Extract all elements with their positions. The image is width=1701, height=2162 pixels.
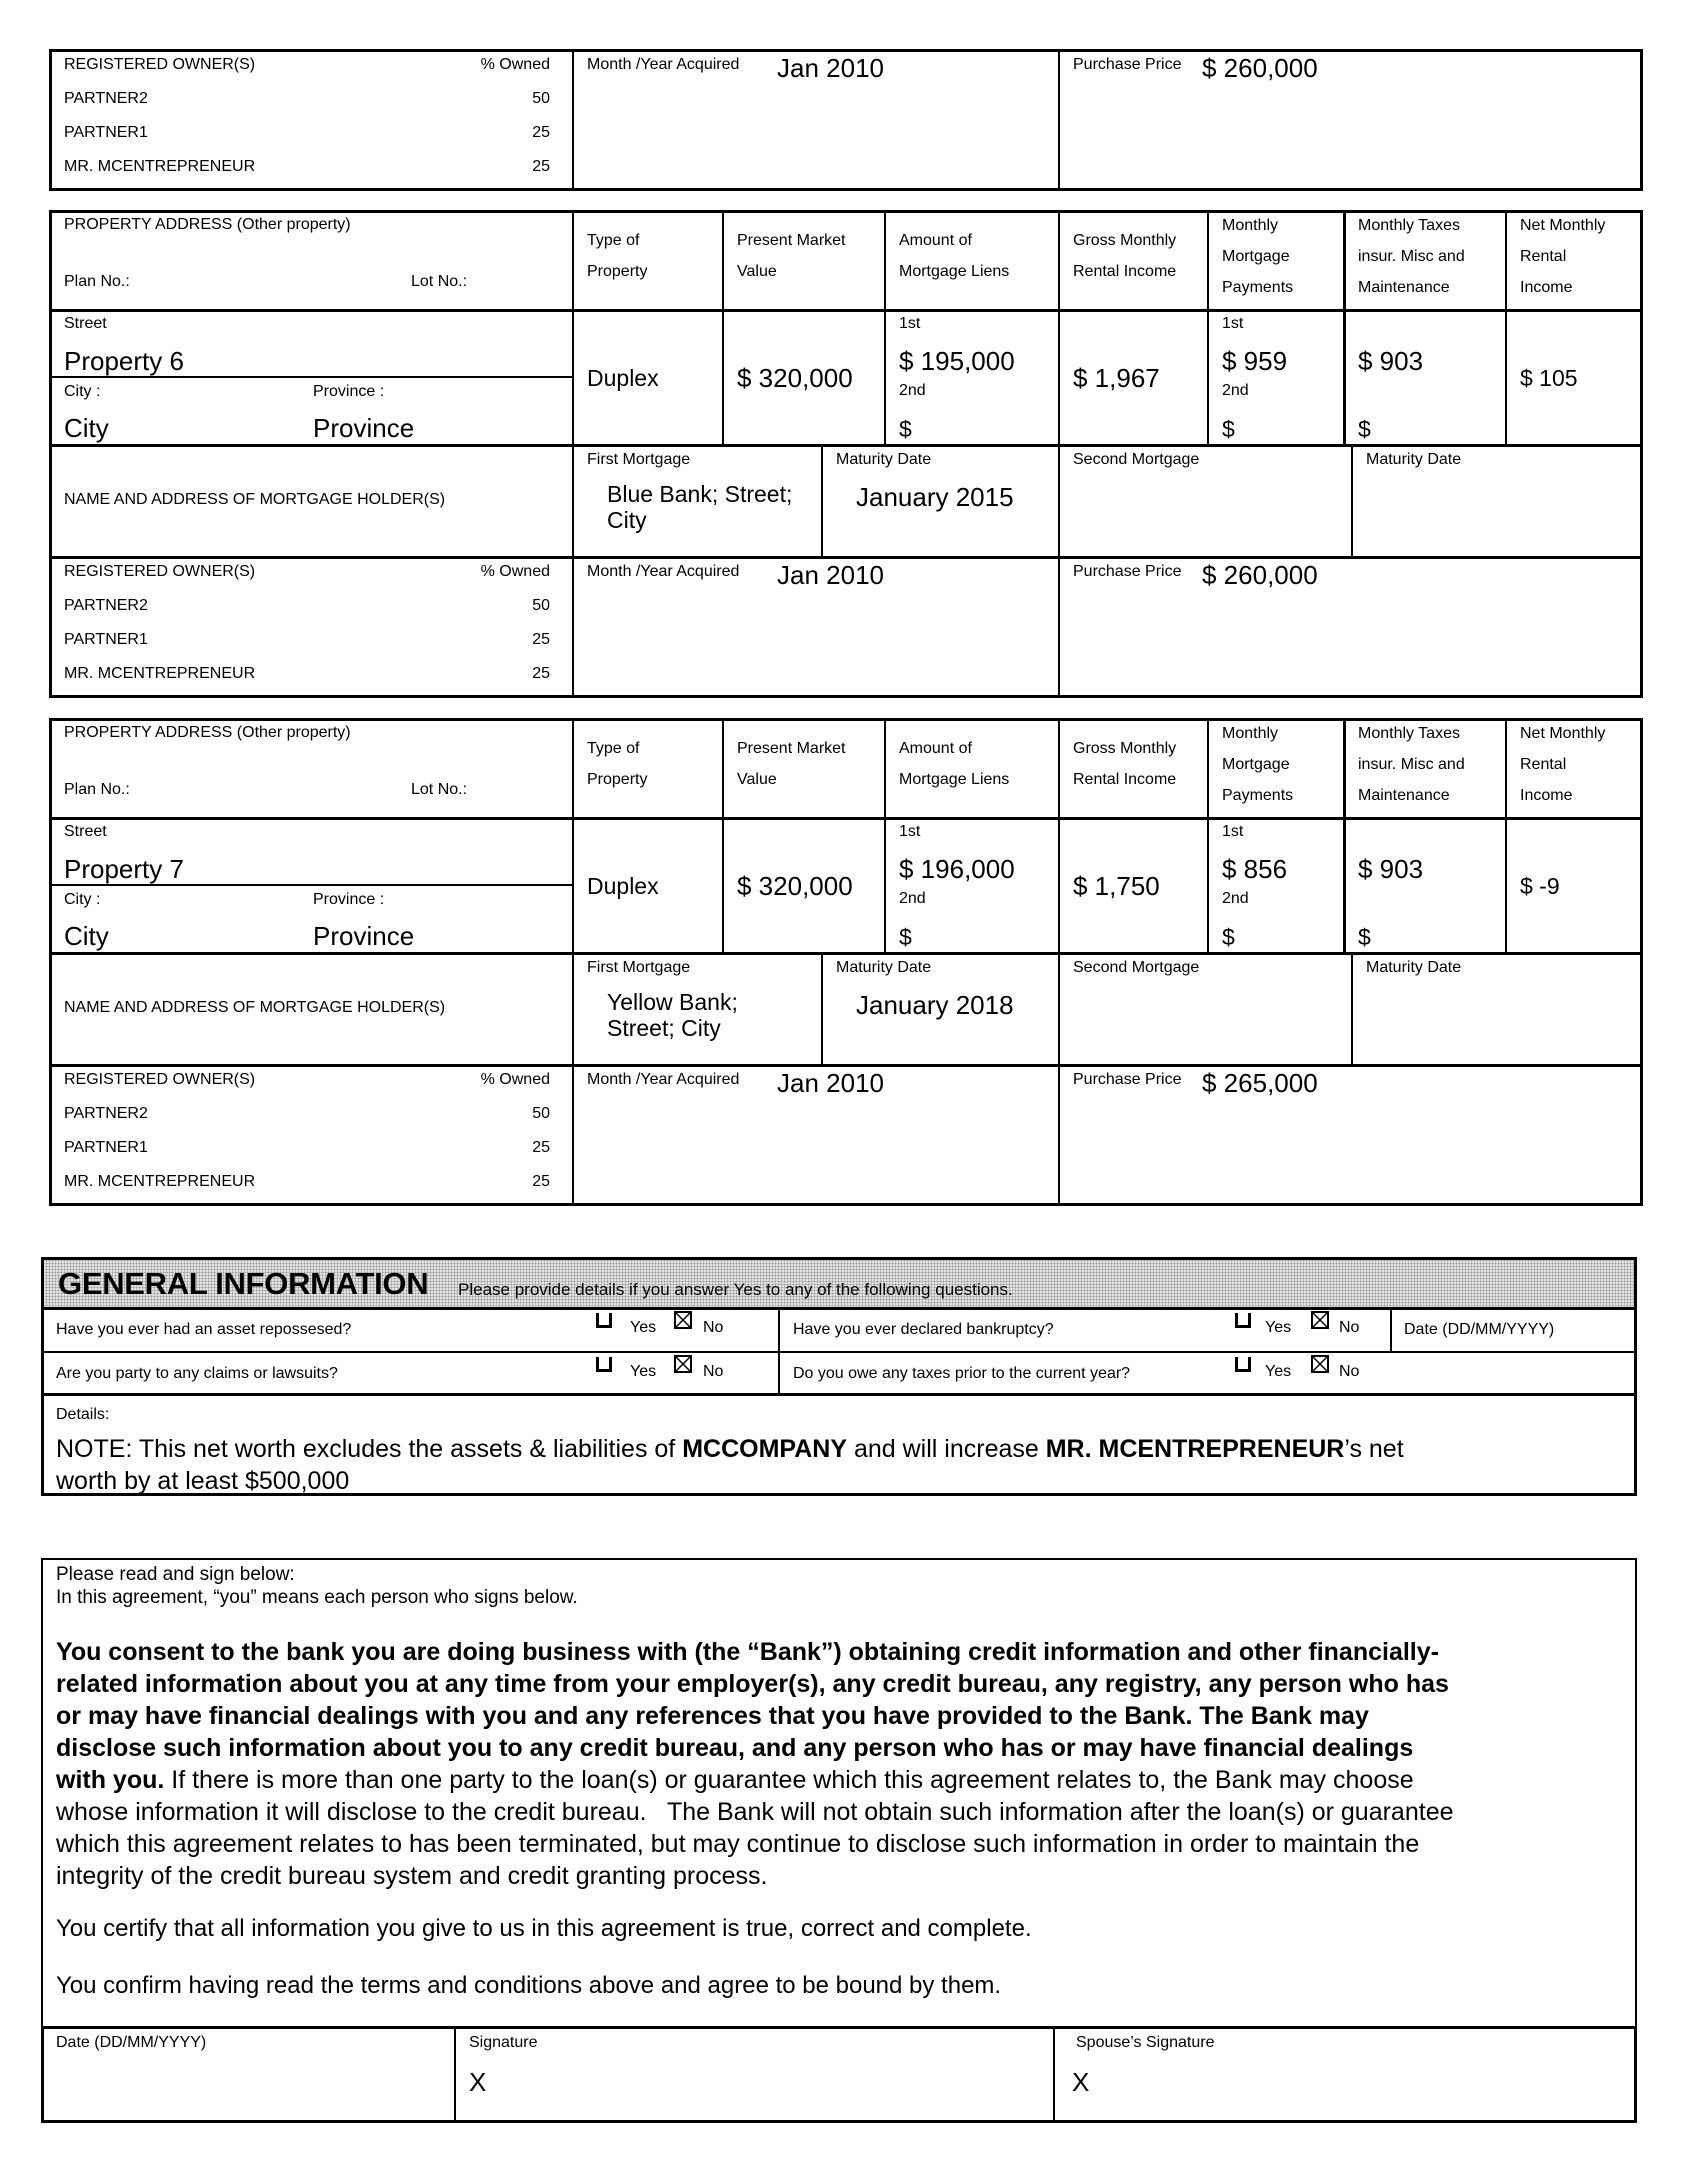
payment-1st-value[interactable]: $ 959 [1222, 346, 1288, 376]
city-value[interactable]: City [64, 413, 109, 443]
header-line: Type of [587, 740, 640, 757]
divider [778, 1309, 780, 1394]
question-owe-taxes: Do you owe any taxes prior to the current year? [793, 1365, 1131, 1382]
note-company: MCCOMPANY [682, 1435, 848, 1463]
street-label: Street [64, 315, 107, 332]
market-value-header [737, 733, 845, 795]
divider [51, 309, 1641, 312]
question-bankruptcy: Have you ever declared bankruptcy? [793, 1321, 1054, 1338]
net-rental-value[interactable]: $ -9 [1520, 873, 1560, 899]
province-label: Province : [313, 383, 385, 400]
lien-2nd-value[interactable]: $ [899, 924, 912, 950]
divider [821, 954, 823, 1065]
spouse-signature-label: Spouse’s Signature [1076, 2034, 1215, 2051]
consent-line: disclose such information about you to any credit bureau, and any person who has or may have financial dealings [56, 1734, 1414, 1762]
consent-line [56, 1764, 1616, 1796]
x-mark-icon [1313, 1357, 1327, 1371]
spouse-signature-field[interactable]: X [1072, 2067, 1090, 2097]
section-subtitle: Please provide details if you answer Yes to any of the following questions. [458, 1280, 1013, 1299]
payment-1st-label: 1st [1222, 823, 1244, 840]
header-line: Value [737, 263, 777, 280]
second-mortgage-label: Second Mortgage [1073, 451, 1200, 468]
divider [51, 952, 1641, 955]
first-maturity-label: Maturity Date [836, 451, 932, 468]
holder-line: Blue Bank; Street; [607, 481, 793, 507]
mortgage-liens-header [899, 225, 1009, 287]
header-line: Present Market [737, 232, 846, 249]
signature-field[interactable]: X [469, 2067, 487, 2097]
divider [43, 1393, 1635, 1396]
mortgage-payments-header [1222, 210, 1293, 303]
divider [1207, 212, 1209, 445]
owners-header: REGISTERED OWNER(S) [64, 56, 256, 73]
intro-line: Please read and sign below: [56, 1564, 295, 1585]
note-text: worth by at least $500,000 [56, 1467, 350, 1495]
header-line: Net Monthly [1520, 217, 1606, 234]
yes-label: Yes [630, 1319, 657, 1336]
header-line: Property [587, 771, 648, 788]
first-maturity-value[interactable]: January 2018 [856, 990, 1014, 1020]
street-label: Street [64, 823, 107, 840]
taxes-header [1358, 718, 1465, 811]
no-checkbox-checked[interactable] [674, 1311, 692, 1329]
acquired-label: Month /Year Acquired [587, 56, 740, 73]
purchase-price-value[interactable]: $ 260,000 [1202, 560, 1318, 590]
header-line: Mortgage Liens [899, 771, 1010, 788]
acquired-value: Jan 2010 [777, 53, 884, 83]
details-label: Details: [56, 1406, 110, 1423]
owner-name: PARTNER2 [64, 597, 148, 614]
header-line: Maintenance [1358, 279, 1450, 296]
divider [572, 212, 574, 696]
divider [51, 556, 1641, 559]
header-line: Rental Income [1073, 771, 1177, 788]
market-value[interactable]: $ 320,000 [737, 363, 853, 393]
owner-pct: 25 [532, 1173, 550, 1190]
first-maturity-label: Maturity Date [836, 959, 932, 976]
divider [1058, 212, 1060, 696]
purchase-price-value[interactable]: $ 265,000 [1202, 1068, 1318, 1098]
divider [1058, 51, 1060, 189]
payment-1st-label: 1st [1222, 315, 1244, 332]
payment-2nd-value[interactable]: $ [1222, 924, 1235, 950]
owner-name: PARTNER2 [64, 1105, 148, 1122]
divider [821, 446, 823, 557]
province-label: Province : [313, 891, 385, 908]
lien-2nd-label: 2nd [899, 890, 926, 907]
first-mortgage-label: First Mortgage [587, 451, 691, 468]
divider [1505, 212, 1507, 445]
plan-no-label: Plan No.: [64, 781, 130, 798]
owner-pct: 50 [532, 597, 550, 614]
first-mortgage-holder[interactable] [607, 989, 738, 1041]
question-asset-repossessed: Have you ever had an asset repossesed? [56, 1321, 352, 1338]
owned-header: % Owned [480, 56, 550, 73]
divider [1505, 720, 1507, 953]
gross-rental-value[interactable]: $ 1,750 [1073, 871, 1160, 901]
x-mark-icon [676, 1313, 690, 1327]
owner-pct: 25 [532, 665, 550, 682]
note-person: MR. MCENTREPRENEUR [1045, 1435, 1345, 1463]
owners-header: REGISTERED OWNER(S) [64, 563, 256, 580]
header-line: Payments [1222, 787, 1294, 804]
property-type-value[interactable]: Duplex [587, 365, 659, 391]
owner-pct: 25 [532, 1139, 550, 1156]
divider [1343, 720, 1346, 953]
owner-name: MR. MCENTREPRENEUR [64, 665, 256, 682]
acquired-label: Month /Year Acquired [587, 1071, 740, 1088]
divider [454, 2028, 456, 2121]
holder-line: City [607, 507, 647, 533]
owner-pct: 50 [532, 90, 550, 107]
gross-rental-value[interactable]: $ 1,967 [1073, 363, 1160, 393]
type-of-property-header [587, 733, 647, 795]
owner-pct: 25 [532, 124, 550, 141]
mortgage-holder-label: NAME AND ADDRESS OF MORTGAGE HOLDER(S) [64, 491, 446, 508]
consent-line: which this agreement relates to has been terminated, but may continue to disclose such information in order to maintain the [56, 1830, 1420, 1858]
consent-fragment: If there is more than one party to the loan(s) or guarantee which this agreement relates to, the Bank may choose [164, 1766, 1414, 1794]
lien-2nd-label: 2nd [899, 382, 926, 399]
x-mark-icon [1313, 1313, 1327, 1327]
no-label: No [703, 1319, 724, 1336]
first-mortgage-label: First Mortgage [587, 959, 691, 976]
divider [51, 444, 1641, 447]
gross-rental-header [1073, 225, 1176, 287]
province-value[interactable]: Province [313, 413, 415, 443]
lot-no-label: Lot No.: [411, 273, 468, 290]
header-line: Value [737, 771, 777, 788]
owner-pct: 25 [532, 631, 550, 648]
purchase-price-label: Purchase Price [1073, 563, 1182, 580]
divider [51, 884, 572, 886]
yes-label: Yes [1265, 1319, 1292, 1336]
divider [722, 720, 724, 953]
consent-paragraph [56, 1636, 1616, 1892]
owned-header: % Owned [480, 1071, 550, 1088]
header-line: Type of [587, 232, 640, 249]
owner-pct: 25 [532, 158, 550, 175]
plan-no-label: Plan No.: [64, 273, 130, 290]
consent-line: related information about you at any time from your employer(s), any credit bureau, any registry, any person who has [56, 1670, 1449, 1698]
property-type-value[interactable]: Duplex [587, 873, 659, 899]
divider [572, 720, 574, 1204]
purchase-price-label: Purchase Price [1073, 1071, 1182, 1088]
payment-2nd-value[interactable]: $ [1222, 416, 1235, 442]
purchase-price-value: $ 260,000 [1202, 53, 1318, 83]
mortgage-liens-header [899, 733, 1009, 795]
signature-label: Signature [469, 2034, 538, 2051]
net-rental-value[interactable]: $ 105 [1520, 365, 1578, 391]
divider [722, 212, 724, 445]
no-checkbox-checked[interactable] [1311, 1311, 1329, 1329]
divider [43, 1351, 1635, 1353]
note-text: NOTE: This net worth excludes the assets & liabilities of [56, 1435, 683, 1463]
intro-line: In this agreement, “you” means each person who signs below. [56, 1587, 578, 1608]
yes-label: Yes [1265, 1363, 1292, 1380]
second-mortgage-label: Second Mortgage [1073, 959, 1200, 976]
header-line: Net Monthly [1520, 725, 1606, 742]
no-label: No [1339, 1363, 1360, 1380]
header-line: Payments [1222, 279, 1294, 296]
consent-intro [56, 1563, 578, 1609]
header-line: Gross Monthly [1073, 232, 1177, 249]
market-value[interactable]: $ 320,000 [737, 871, 853, 901]
net-rental-header [1520, 210, 1605, 303]
first-maturity-value[interactable]: January 2015 [856, 482, 1014, 512]
header-line: Rental Income [1073, 263, 1177, 280]
header-line: Mortgage Liens [899, 263, 1010, 280]
header-line: Income [1520, 279, 1573, 296]
payment-1st-value[interactable]: $ 856 [1222, 854, 1288, 884]
owned-header: % Owned [480, 563, 550, 580]
divider [1351, 446, 1353, 557]
city-label: City : [64, 891, 101, 908]
divider [51, 1064, 1641, 1067]
owner-name: PARTNER1 [64, 631, 148, 648]
acquired-value[interactable]: Jan 2010 [777, 560, 884, 590]
certify-text: You certify that all information you give to us in this agreement is true, correct and complete. [56, 1915, 1032, 1942]
confirm-text: You confirm having read the terms and conditions above and agree to be bound by them. [56, 1972, 1002, 1999]
taxes-2nd-value[interactable]: $ [1358, 924, 1371, 950]
divider [51, 376, 572, 378]
header-line: Gross Monthly [1073, 740, 1177, 757]
header-line: Monthly [1222, 217, 1279, 234]
mortgage-payments-header [1222, 718, 1293, 811]
divider [43, 1307, 1635, 1310]
lien-2nd-value[interactable]: $ [899, 416, 912, 442]
lien-1st-value[interactable]: $ 195,000 [899, 346, 1015, 376]
owner-pct: 50 [532, 1105, 550, 1122]
note-text: ’s net [1344, 1435, 1404, 1463]
lot-no-label: Lot No.: [411, 781, 468, 798]
header-line: Rental [1520, 248, 1567, 265]
second-maturity-label: Maturity Date [1366, 959, 1462, 976]
owner-name: MR. MCENTREPRENEUR [64, 1173, 256, 1190]
owners-header: REGISTERED OWNER(S) [64, 1071, 256, 1088]
divider [884, 720, 886, 953]
property-address-label: PROPERTY ADDRESS (Other property) [64, 216, 351, 233]
acquired-value[interactable]: Jan 2010 [777, 1068, 884, 1098]
lien-1st-label: 1st [899, 823, 921, 840]
divider [884, 212, 886, 445]
header-line: Mortgage [1222, 756, 1290, 773]
taxes-value[interactable]: $ 903 [1358, 346, 1424, 376]
payment-2nd-label: 2nd [1222, 890, 1249, 907]
lien-1st-label: 1st [899, 315, 921, 332]
divider [51, 817, 1641, 820]
divider [572, 51, 574, 189]
note-text: and will increase [847, 1435, 1046, 1463]
street-value[interactable]: Property 7 [64, 854, 184, 884]
city-value[interactable]: City [64, 921, 109, 951]
payment-2nd-label: 2nd [1222, 382, 1249, 399]
yes-checkbox[interactable] [1235, 1313, 1251, 1328]
holder-line: Yellow Bank; [607, 989, 738, 1015]
header-line: insur. Misc and [1358, 756, 1465, 773]
header-line: insur. Misc and [1358, 248, 1465, 265]
consent-line: or may have financial dealings with you and any references that you have provided to the Bank. The Bank may [56, 1702, 1369, 1730]
divider [1343, 212, 1346, 445]
acquired-label: Month /Year Acquired [587, 563, 740, 580]
question-claims-lawsuits: Are you party to any claims or lawsuits? [56, 1365, 338, 1382]
consent-line: whose information it will disclose to the credit bureau. The Bank will not obtain such information after the loan(s) or guarantee [56, 1798, 1454, 1826]
divider [1390, 1309, 1392, 1352]
owner-name: PARTNER1 [64, 1139, 148, 1156]
header-line: Income [1520, 787, 1573, 804]
date-label: Date (DD/MM/YYYY) [56, 2034, 207, 2051]
owner-name: PARTNER2 [64, 90, 148, 107]
mortgage-holder-label: NAME AND ADDRESS OF MORTGAGE HOLDER(S) [64, 999, 446, 1016]
section-title: GENERAL INFORMATION [58, 1266, 429, 1301]
header-line: Amount of [899, 740, 972, 757]
province-value[interactable]: Province [313, 921, 415, 951]
street-value[interactable]: Property 6 [64, 346, 184, 376]
divider [1058, 720, 1060, 1204]
header-line: Rental [1520, 756, 1567, 773]
taxes-2nd-value[interactable]: $ [1358, 416, 1371, 442]
header-line: Maintenance [1358, 787, 1450, 804]
owner-name: MR. MCENTREPRENEUR [64, 158, 256, 175]
market-value-header [737, 225, 845, 287]
divider [1053, 2028, 1055, 2121]
no-label: No [1339, 1319, 1360, 1336]
property-address-label: PROPERTY ADDRESS (Other property) [64, 724, 351, 741]
net-rental-header [1520, 718, 1605, 811]
yes-label: Yes [630, 1363, 657, 1380]
yes-checkbox[interactable] [596, 1357, 612, 1372]
header-line: Mortgage [1222, 248, 1290, 265]
header-line: Monthly Taxes [1358, 725, 1460, 742]
bankruptcy-date-label[interactable]: Date (DD/MM/YYYY) [1404, 1321, 1555, 1338]
gross-rental-header [1073, 733, 1176, 795]
no-checkbox-checked[interactable] [1311, 1355, 1329, 1373]
city-label: City : [64, 383, 101, 400]
date-field[interactable] [46, 2055, 450, 2119]
x-mark-icon [676, 1357, 690, 1371]
yes-checkbox[interactable] [596, 1313, 612, 1328]
consent-line: You consent to the bank you are doing business with (the “Bank”) obtaining credit information and other financially- [56, 1638, 1439, 1666]
lien-1st-value[interactable]: $ 196,000 [899, 854, 1015, 884]
second-maturity-label: Maturity Date [1366, 451, 1462, 468]
holder-line: Street; City [607, 1015, 721, 1041]
yes-checkbox[interactable] [1235, 1357, 1251, 1372]
details-note[interactable] [56, 1433, 1404, 1497]
taxes-value[interactable]: $ 903 [1358, 854, 1424, 884]
consent-bold-fragment: with you. [56, 1766, 165, 1794]
header-line: Monthly [1222, 725, 1279, 742]
header-line: Property [587, 263, 648, 280]
divider [1207, 720, 1209, 953]
no-label: No [703, 1363, 724, 1380]
header-line: Amount of [899, 232, 972, 249]
consent-line: integrity of the credit bureau system and credit granting process. [56, 1862, 768, 1890]
taxes-header [1358, 210, 1465, 303]
header-line: Monthly Taxes [1358, 217, 1460, 234]
first-mortgage-holder[interactable] [607, 481, 792, 533]
divider [1351, 954, 1353, 1065]
purchase-price-label: Purchase Price [1073, 56, 1182, 73]
owner-name: PARTNER1 [64, 124, 148, 141]
no-checkbox-checked[interactable] [674, 1355, 692, 1373]
header-line: Present Market [737, 740, 846, 757]
type-of-property-header [587, 225, 647, 287]
